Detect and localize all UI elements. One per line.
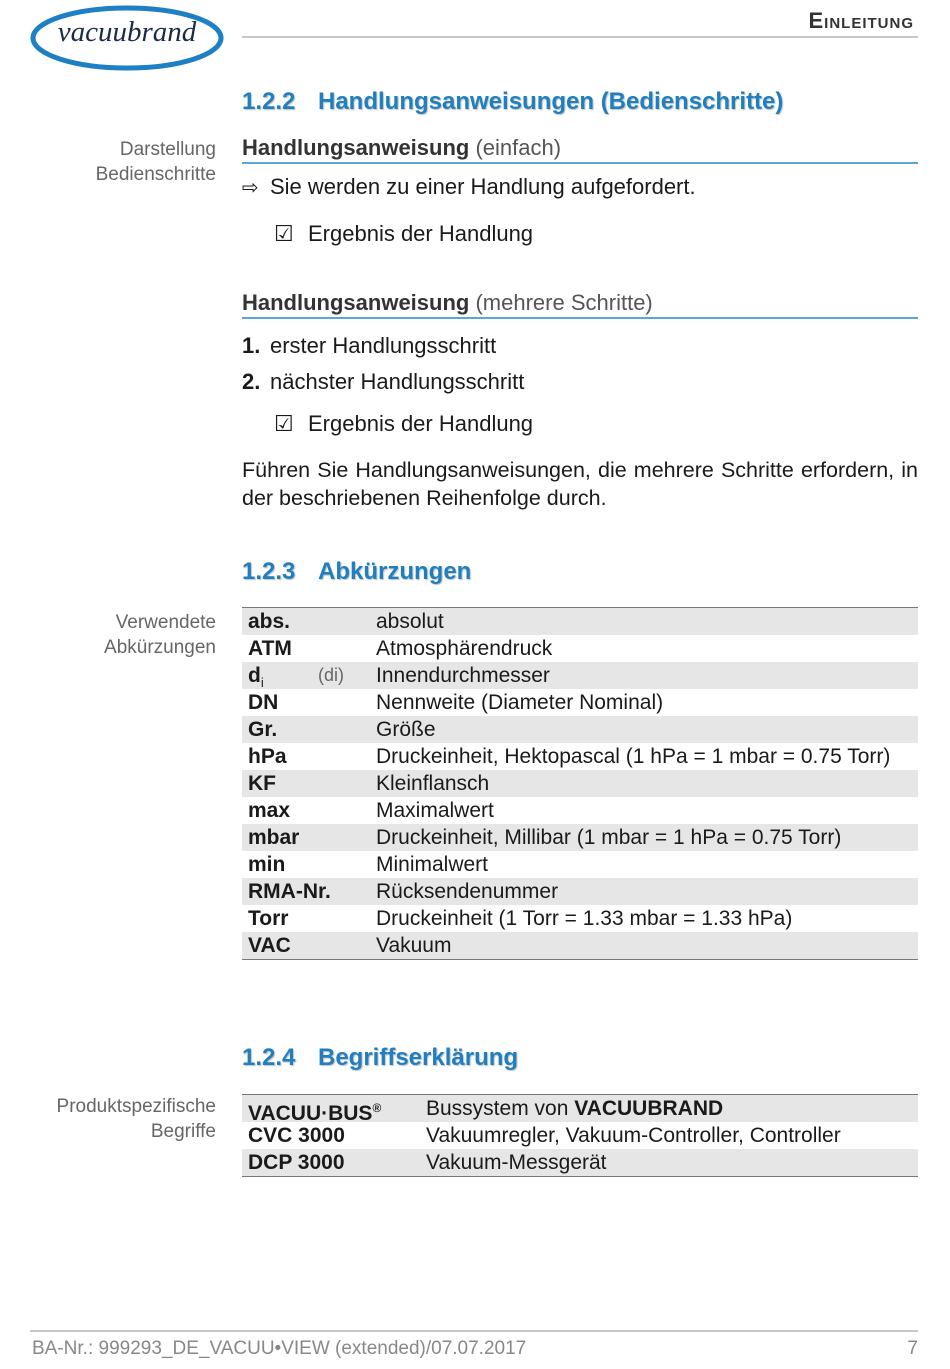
subheading-paren: (einfach) (475, 135, 562, 160)
abbr-cell: VAC (248, 934, 291, 957)
meaning-cell: Vakuum (376, 934, 452, 957)
step-text: erster Handlungsschritt (270, 333, 497, 358)
step-number: 2. (242, 369, 261, 394)
meaning-cell: Vakuum-Messgerät (426, 1151, 607, 1174)
abbr-cell: DN (248, 691, 279, 714)
margin-note-line: Abkürzungen (104, 637, 216, 658)
table-row (242, 689, 918, 716)
table-row (242, 743, 918, 770)
table-row (242, 1095, 918, 1125)
abbr-cell: ATM (248, 637, 292, 660)
table-row (242, 716, 918, 743)
abbr-main: d (248, 664, 261, 687)
meaning-cell: absolut (376, 610, 444, 633)
table-row (242, 1122, 918, 1149)
result-text: Ergebnis der Handlung (308, 221, 534, 246)
table-row (242, 932, 918, 959)
instruction-text: Sie werden zu einer Handlung aufgefordert. (270, 174, 696, 199)
meaning-cell: Atmosphärendruck (376, 637, 553, 660)
result-text: Ergebnis der Handlung (308, 411, 534, 436)
terms-table (242, 1094, 918, 1177)
abbr-cell: max (248, 799, 291, 822)
table-row (242, 905, 918, 932)
meaning-text: Bussystem von (426, 1097, 575, 1120)
margin-note-abkuerzungen (16, 610, 216, 660)
section-title: Begriffserklärung (318, 1044, 519, 1071)
checkbox-checked-icon: ☑ (274, 221, 294, 246)
paragraph-order: Führen Sie Handlungsanweisungen, die mehrere Schritte erfordern, in der beschriebenen Reihenfolge durch. (242, 458, 918, 510)
table-row (242, 770, 918, 797)
abbr-cell: KF (248, 772, 276, 795)
checkbox-checked-icon: ☑ (274, 411, 294, 436)
step-number: 1. (242, 333, 261, 358)
step-item (242, 333, 496, 359)
result-line (274, 411, 533, 437)
arrow-right-icon: ⇨ (242, 177, 259, 199)
meaning-cell: Rücksendenummer (376, 880, 559, 903)
abbr-subscript: i (260, 675, 264, 691)
meaning-cell: Größe (376, 718, 436, 741)
footer-doc-number: BA-Nr.: 999293_DE_VACUU•VIEW (extended)/07.07.2017 (32, 1338, 527, 1359)
abbreviation-table (242, 607, 918, 960)
footer-rule (30, 1330, 918, 1332)
meaning-cell: Druckeinheit, Millibar (1 mbar = 1 hPa = 0.75 Torr) (376, 826, 842, 849)
vacuubrand-logo (30, 4, 224, 72)
margin-note-line: Produktspezifische (56, 1096, 216, 1117)
abbr-cell: RMA-Nr. (248, 880, 331, 903)
subheading-bold: Handlungsanweisung (242, 135, 470, 160)
chapter-title: Einleitung (808, 8, 914, 33)
logo-text: vacuubrand (57, 16, 197, 48)
meaning-cell (426, 1095, 723, 1122)
section-heading-1-2-3 (242, 558, 471, 586)
subheading-paren: (mehrere Schritte) (475, 290, 653, 315)
meaning-bold-text: VACUUBRAND (574, 1097, 724, 1120)
table-row (242, 851, 918, 878)
term-cell: CVC 3000 (248, 1124, 345, 1147)
abbr-cell: abs. (248, 610, 291, 633)
term-cell: DCP 3000 (248, 1151, 345, 1174)
header-rule (242, 36, 918, 38)
section-title: Handlungsanweisungen (Bedienschritte) (318, 88, 784, 115)
meaning-cell: Innendurchmesser (376, 664, 550, 687)
table-row (242, 1149, 918, 1176)
step-text: nächster Handlungsschritt (270, 369, 525, 394)
alt-notation-cell: (di) (318, 665, 344, 685)
meaning-cell: Druckeinheit, Hektopascal (1 hPa = 1 mbar = 0.75 Torr) (376, 745, 891, 768)
abbr-cell: Gr. (248, 718, 278, 741)
margin-note-begriffe (16, 1094, 216, 1144)
subheading-simple (242, 135, 918, 164)
table-row (242, 608, 918, 635)
table-row (242, 662, 918, 689)
section-heading-1-2-4 (242, 1044, 518, 1072)
margin-note-line: Darstellung (119, 139, 216, 160)
meaning-cell: Minimalwert (376, 853, 489, 876)
abbr-cell: min (248, 853, 286, 876)
section-number: 1.2.2 (242, 88, 296, 115)
subheading-multi (242, 290, 918, 319)
table-row (242, 635, 918, 662)
abbr-cell: hPa (248, 745, 287, 768)
step-item (242, 369, 524, 395)
section-number: 1.2.3 (242, 558, 296, 585)
instruction-line (242, 174, 696, 200)
subheading-bold: Handlungsanweisung (242, 290, 470, 315)
margin-note-line: Bedienschritte (95, 164, 216, 185)
section-number: 1.2.4 (242, 1044, 296, 1071)
table-row (242, 797, 918, 824)
meaning-cell: Vakuumregler, Vakuum-Controller, Controller (426, 1124, 841, 1147)
meaning-cell: Maximalwert (376, 799, 494, 822)
table-row (242, 878, 918, 905)
abbr-cell: Torr (248, 907, 289, 930)
section-title: Abkürzungen (318, 558, 472, 585)
margin-note-line: Begriffe (150, 1121, 216, 1142)
term-text: VACUU·BUS (248, 1102, 373, 1125)
abbr-cell: mbar (248, 826, 300, 849)
page-number: 7 (907, 1338, 918, 1359)
meaning-cell: Kleinflansch (376, 772, 490, 795)
section-heading-1-2-2 (242, 88, 783, 116)
margin-note-line: Verwendete (115, 612, 216, 633)
table-row (242, 824, 918, 851)
registered-mark: ® (372, 1101, 382, 1115)
result-line (274, 221, 533, 247)
margin-note-bedienschritte (16, 137, 216, 187)
meaning-cell: Nennweite (Diameter Nominal) (376, 691, 664, 714)
meaning-cell: Druckeinheit (1 Torr = 1.33 mbar = 1.33 hPa) (376, 907, 793, 930)
